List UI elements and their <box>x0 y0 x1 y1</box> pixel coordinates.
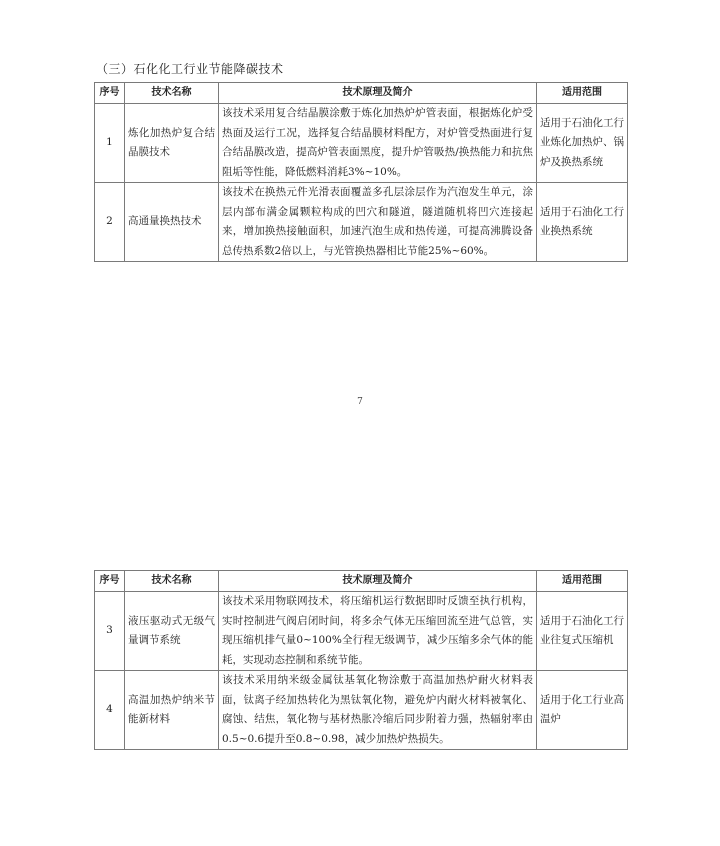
header-scope: 适用范围 <box>537 571 628 592</box>
table-row <box>95 104 628 183</box>
tech-name: 高通量换热技术 <box>125 183 219 262</box>
table-row <box>95 183 628 262</box>
header-name: 技术名称 <box>125 83 219 104</box>
tech-name: 液压驱动式无级气量调节系统 <box>125 592 219 671</box>
row-number: 1 <box>95 104 125 183</box>
tech-table-2 <box>94 570 628 750</box>
header-principle: 技术原理及简介 <box>219 83 537 104</box>
tech-principle: 该技术采用物联网技术，将压缩机运行数据即时反馈至执行机构，实时控制进气阀启闭时间，将多余气体无压缩回流至进气总管，实现压缩机排气量0~100%全行程无级调节，减少压缩多余气体的能耗，实现动态控制和系统节能。 <box>219 592 537 671</box>
page-number: 7 <box>357 397 363 407</box>
table-row <box>95 592 628 671</box>
tech-principle: 该技术在换热元件光滑表面覆盖多孔层涂层作为汽泡发生单元，涂层内部布满金属颗粒构成的凹穴和隧道，隧道随机将凹穴连接起来，增加换热接触面积，加速汽泡生成和热传递，可提高沸腾设备总传热系数2倍以上，与光管换热器相比节能25%~60%。 <box>219 183 537 262</box>
header-no: 序号 <box>95 571 125 592</box>
header-principle: 技术原理及简介 <box>219 571 537 592</box>
tech-name: 炼化加热炉复合结晶膜技术 <box>125 104 219 183</box>
table-header-row <box>95 83 628 104</box>
section-title: （三）石化化工行业节能降碳技术 <box>96 62 284 76</box>
tech-principle: 该技术采用纳米级金属钛基氧化物涂敷于高温加热炉耐火材料表面，钛离子经加热转化为黑钛氧化物，避免炉内耐火材料被氧化、腐蚀、结焦，氧化物与基材热胀冷缩后同步附着力强，热辐射率由0.5~0.6提升至0.8~0.98，减少加热炉热损失。 <box>219 671 537 750</box>
tech-table-1 <box>94 82 628 262</box>
tech-scope: 适用于化工行业高温炉 <box>537 671 628 750</box>
row-number: 3 <box>95 592 125 671</box>
tech-name: 高温加热炉纳米节能新材料 <box>125 671 219 750</box>
header-scope: 适用范围 <box>537 83 628 104</box>
tech-scope: 适用于石油化工行业往复式压缩机 <box>537 592 628 671</box>
header-no: 序号 <box>95 83 125 104</box>
row-number: 4 <box>95 671 125 750</box>
tech-principle: 该技术采用复合结晶膜涂敷于炼化加热炉炉管表面，根据炼化炉受热面及运行工况，选择复合结晶膜材料配方，对炉管受热面进行复合结晶膜改造，提高炉管表面黑度，提升炉管吸热/换热能力和抗焦阻垢等性能，降低燃料消耗3%~10%。 <box>219 104 537 183</box>
table-header-row <box>95 571 628 592</box>
row-number: 2 <box>95 183 125 262</box>
tech-scope: 适用于石油化工行业换热系统 <box>537 183 628 262</box>
header-name: 技术名称 <box>125 571 219 592</box>
table-row <box>95 671 628 750</box>
tech-scope: 适用于石油化工行业炼化加热炉、锅炉及换热系统 <box>537 104 628 183</box>
